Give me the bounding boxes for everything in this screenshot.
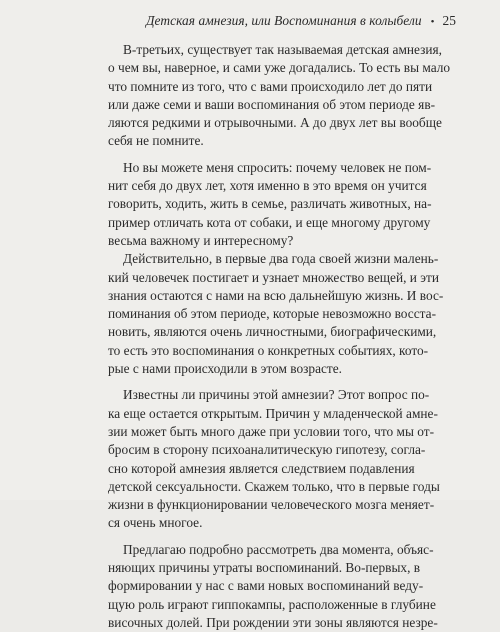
text-line: бросим в сторону психоаналитическую гипотезу, согла- <box>108 442 426 458</box>
text-line: себя не помните. <box>108 133 204 149</box>
text-line: Известны ли причины этой амнезии? Этот вопрос по- <box>123 387 430 403</box>
text-line: что помните из того, что с вами происходило лет до пяти <box>108 78 433 94</box>
running-header <box>76 13 456 33</box>
text-line: ляются редкими и отрывочными. А до двух лет вы вообще <box>108 115 442 131</box>
text-line: знания остаются с нами на всю дальнейшую жизнь. И вос- <box>108 287 444 303</box>
paragraph <box>108 386 440 532</box>
body-text <box>108 41 451 632</box>
text-line: сно которой амнезия является следствием подавления <box>108 460 415 476</box>
running-header-title: Детская амнезия, или Воспоминания в колыбели <box>145 13 422 28</box>
text-line: ка еще остается открытым. Причин у младенческой амне- <box>108 405 438 421</box>
text-line: ся очень многое. <box>108 515 203 531</box>
paragraph <box>108 250 444 378</box>
text-line: кий человечек постигает и узнает множество вещей, и эти <box>108 269 439 285</box>
text-line: формировании у нас с вами новых воспоминаний веду- <box>108 578 424 594</box>
text-line: зии может быть много даже при условии того, что мы от- <box>108 423 435 439</box>
text-line: новить, являются очень личностными, биографическими, <box>108 324 437 340</box>
text-line: височных долей. При рождении эти зоны являются незре- <box>108 614 438 630</box>
text-line: щую роль играют гиппокампы, расположенные в глубине <box>108 596 436 612</box>
text-line: жизни в функционировании человеческого мозга меняет- <box>108 497 435 513</box>
text-line: пример отличать кота от собаки, и еще многому другому <box>108 214 431 230</box>
text-line: детской сексуальности. Скажем только, что в первые годы <box>108 478 440 494</box>
text-line: то есть это воспоминания о конкретных событиях, кото- <box>108 342 429 358</box>
text-line: рые с нами происходили в этом возрасте. <box>108 361 343 377</box>
paragraph <box>108 41 451 151</box>
text-line: весьма важному и интересному? <box>108 232 294 248</box>
text-line: Предлагаю подробно рассмотреть два момента, объяс- <box>123 541 434 557</box>
paragraph <box>108 159 432 250</box>
header-bullet: • <box>430 16 435 28</box>
text-line: В-третьих, существует так называемая детская амнезия, <box>123 42 443 57</box>
text-line: поминания об этом периоде, которые невозможно восста- <box>108 306 437 322</box>
text-line: говорить, ходить, жить в семье, различать животных, на- <box>108 196 432 212</box>
page-number: 25 <box>442 13 456 28</box>
text-line: Действительно, в первые два года своей жизни малень- <box>123 251 439 267</box>
text-line: нит себя до двух лет, хотя именно в это время он учится <box>108 178 427 194</box>
text-line: о чем вы, наверное, и сами уже догадались. То есть вы мало <box>108 60 451 76</box>
text-line: няющих причины утраты воспоминаний. Во-первых, в <box>108 560 421 576</box>
text-line: Но вы можете меня спросить: почему человек не пом- <box>123 159 432 175</box>
text-line: или даже семи и ваши воспоминания об этом периоде яв- <box>108 96 436 112</box>
paragraph <box>108 541 438 632</box>
